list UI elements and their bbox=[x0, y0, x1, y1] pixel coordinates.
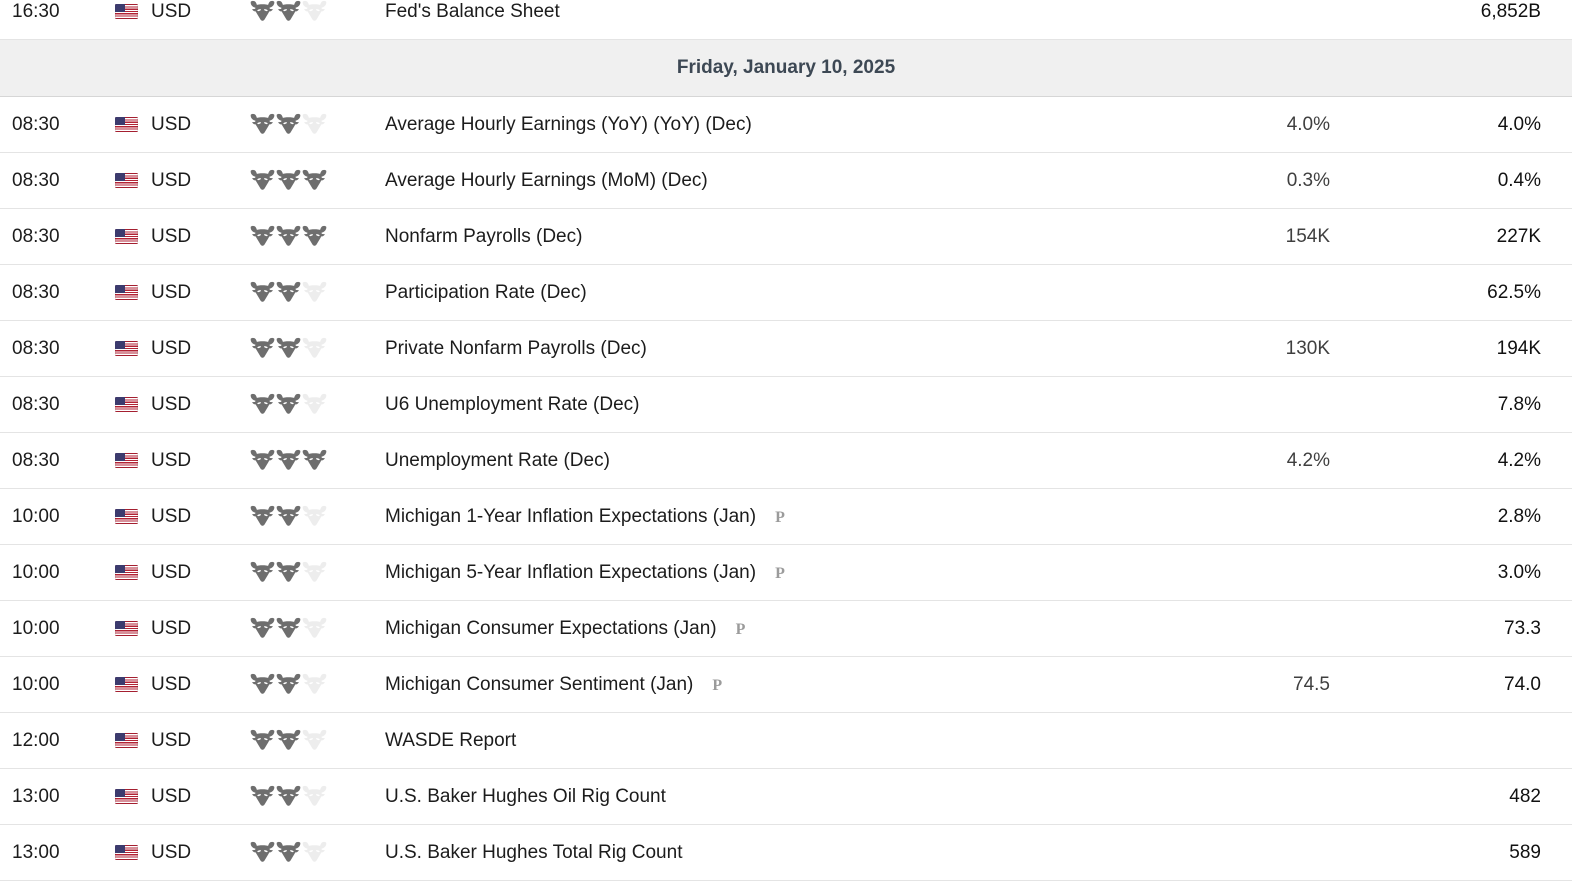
event-name-link[interactable]: Participation Rate (Dec) bbox=[385, 281, 587, 303]
bull-icon bbox=[302, 673, 327, 697]
currency-label: USD bbox=[151, 617, 192, 639]
bull-icon bbox=[250, 393, 275, 417]
event-row[interactable] bbox=[0, 265, 1572, 321]
event-name-link[interactable]: Michigan Consumer Expectations (Jan) bbox=[385, 617, 717, 639]
event-row[interactable] bbox=[0, 321, 1572, 377]
flag-canton bbox=[115, 621, 125, 629]
currency-cell bbox=[115, 338, 250, 360]
currency-label: USD bbox=[151, 785, 192, 807]
bull-icon bbox=[250, 281, 275, 305]
event-name-link[interactable]: Nonfarm Payrolls (Dec) bbox=[385, 225, 583, 247]
forecast-value: 74.5 bbox=[1293, 673, 1330, 695]
currency-label: USD bbox=[151, 337, 192, 359]
bull-icon bbox=[276, 393, 301, 417]
importance-indicator bbox=[250, 673, 385, 697]
event-name-link[interactable]: U.S. Baker Hughes Total Rig Count bbox=[385, 841, 683, 863]
us-flag-icon bbox=[115, 845, 138, 860]
preliminary-marker: P bbox=[775, 508, 785, 526]
importance-indicator bbox=[250, 505, 385, 529]
flag-canton bbox=[115, 565, 125, 573]
event-time: 10:00 bbox=[12, 561, 60, 583]
bull-icon bbox=[250, 505, 275, 529]
flag-canton bbox=[115, 677, 125, 685]
event-name-link[interactable]: Michigan 1-Year Inflation Expectations (Jan) bbox=[385, 505, 757, 527]
currency-cell bbox=[115, 506, 250, 528]
forecast-value: 4.0% bbox=[1286, 113, 1330, 135]
preliminary-marker: P bbox=[712, 676, 723, 694]
event-time: 08:30 bbox=[12, 449, 60, 471]
previous-value: 73.3 bbox=[1504, 617, 1541, 639]
importance-indicator bbox=[250, 841, 385, 865]
currency-cell bbox=[115, 450, 250, 472]
bull-icon bbox=[302, 505, 327, 529]
event-row[interactable] bbox=[0, 657, 1572, 713]
previous-value: 3.0% bbox=[1497, 561, 1541, 583]
event-cell bbox=[385, 1, 1130, 23]
event-row[interactable] bbox=[0, 0, 1572, 40]
importance-indicator bbox=[250, 617, 385, 641]
flag-canton bbox=[115, 509, 125, 517]
bull-icon bbox=[276, 561, 301, 585]
bull-icon bbox=[276, 169, 301, 193]
event-time: 10:00 bbox=[12, 505, 60, 527]
currency-label: USD bbox=[151, 169, 192, 191]
bull-icon bbox=[250, 337, 275, 361]
currency-label: USD bbox=[151, 673, 192, 695]
bull-icon bbox=[250, 0, 275, 24]
event-row[interactable] bbox=[0, 153, 1572, 209]
event-time: 10:00 bbox=[12, 673, 60, 695]
importance-indicator bbox=[250, 281, 385, 305]
importance-indicator bbox=[250, 449, 385, 473]
bull-icon bbox=[302, 337, 327, 361]
previous-value: 6,852B bbox=[1480, 0, 1541, 22]
us-flag-icon bbox=[115, 117, 138, 132]
currency-cell bbox=[115, 730, 250, 752]
bull-icon bbox=[250, 785, 275, 809]
event-time: 08:30 bbox=[12, 281, 60, 303]
event-cell bbox=[385, 786, 1130, 808]
bull-icon bbox=[276, 617, 301, 641]
flag-canton bbox=[115, 285, 125, 293]
currency-label: USD bbox=[151, 729, 192, 751]
event-time: 12:00 bbox=[12, 729, 60, 751]
bull-icon bbox=[302, 393, 327, 417]
flag-canton bbox=[115, 789, 125, 797]
bull-icon bbox=[302, 0, 327, 24]
bull-icon bbox=[302, 841, 327, 865]
importance-indicator bbox=[250, 225, 385, 249]
us-flag-icon bbox=[115, 733, 138, 748]
currency-cell bbox=[115, 170, 250, 192]
event-cell bbox=[385, 450, 1130, 472]
currency-cell bbox=[115, 114, 250, 136]
event-name-link[interactable]: Private Nonfarm Payrolls (Dec) bbox=[385, 337, 647, 359]
event-row[interactable] bbox=[0, 97, 1572, 153]
event-row[interactable] bbox=[0, 545, 1572, 601]
flag-canton bbox=[115, 117, 125, 125]
event-name-link[interactable]: Fed's Balance Sheet bbox=[385, 0, 560, 22]
us-flag-icon bbox=[115, 677, 138, 692]
bull-icon bbox=[276, 841, 301, 865]
event-cell bbox=[385, 282, 1130, 304]
event-cell bbox=[385, 674, 1130, 696]
importance-indicator bbox=[250, 0, 385, 24]
currency-cell bbox=[115, 282, 250, 304]
forecast-value: 154K bbox=[1285, 225, 1330, 247]
currency-label: USD bbox=[151, 841, 192, 863]
event-name-link[interactable]: WASDE Report bbox=[385, 729, 517, 751]
currency-label: USD bbox=[151, 393, 192, 415]
importance-indicator bbox=[250, 729, 385, 753]
event-name-link[interactable]: U.S. Baker Hughes Oil Rig Count bbox=[385, 785, 666, 807]
bull-icon bbox=[250, 225, 275, 249]
event-name-link[interactable]: Average Hourly Earnings (MoM) (Dec) bbox=[385, 169, 708, 191]
event-time: 13:00 bbox=[12, 785, 60, 807]
flag-canton bbox=[115, 229, 125, 237]
bull-icon bbox=[276, 729, 301, 753]
bull-icon bbox=[276, 449, 301, 473]
event-name-link[interactable]: Michigan Consumer Sentiment (Jan) bbox=[385, 673, 694, 695]
event-name-link[interactable]: Michigan 5-Year Inflation Expectations (Jan) bbox=[385, 561, 757, 583]
currency-cell bbox=[115, 674, 250, 696]
event-cell bbox=[385, 170, 1130, 192]
importance-indicator bbox=[250, 113, 385, 137]
event-cell bbox=[385, 394, 1130, 416]
event-cell bbox=[385, 618, 1130, 640]
bull-icon bbox=[250, 169, 275, 193]
us-flag-icon bbox=[115, 4, 138, 19]
preliminary-marker: P bbox=[735, 620, 746, 638]
bull-icon bbox=[302, 617, 327, 641]
previous-value: 482 bbox=[1509, 785, 1541, 807]
event-cell bbox=[385, 562, 1130, 584]
bull-icon bbox=[276, 225, 301, 249]
bull-icon bbox=[276, 281, 301, 305]
event-cell bbox=[385, 226, 1130, 248]
bull-icon bbox=[276, 337, 301, 361]
previous-value: 74.0 bbox=[1504, 673, 1541, 695]
currency-label: USD bbox=[151, 281, 192, 303]
bull-icon bbox=[250, 841, 275, 865]
previous-value: 4.2% bbox=[1497, 449, 1541, 471]
event-time: 08:30 bbox=[12, 225, 60, 247]
event-cell bbox=[385, 506, 1130, 528]
bull-icon bbox=[276, 0, 301, 24]
event-time: 10:00 bbox=[12, 617, 60, 639]
bull-icon bbox=[302, 729, 327, 753]
previous-value: 227K bbox=[1496, 225, 1541, 247]
bull-icon bbox=[276, 505, 301, 529]
currency-label: USD bbox=[151, 225, 192, 247]
event-time: 08:30 bbox=[12, 113, 60, 135]
currency-cell bbox=[115, 618, 250, 640]
previous-value: 7.8% bbox=[1497, 393, 1541, 415]
event-row[interactable] bbox=[0, 769, 1572, 825]
us-flag-icon bbox=[115, 789, 138, 804]
bull-icon bbox=[250, 673, 275, 697]
importance-indicator bbox=[250, 169, 385, 193]
bull-icon bbox=[250, 113, 275, 137]
bull-icon bbox=[250, 561, 275, 585]
bull-icon bbox=[302, 785, 327, 809]
event-row[interactable] bbox=[0, 489, 1572, 545]
flag-canton bbox=[115, 453, 125, 461]
us-flag-icon bbox=[115, 509, 138, 524]
bull-icon bbox=[302, 113, 327, 137]
event-row[interactable] bbox=[0, 377, 1572, 433]
bull-icon bbox=[302, 281, 327, 305]
currency-cell bbox=[115, 842, 250, 864]
bull-icon bbox=[276, 673, 301, 697]
previous-value: 62.5% bbox=[1487, 281, 1541, 303]
currency-label: USD bbox=[151, 0, 192, 22]
event-cell bbox=[385, 338, 1130, 360]
flag-canton bbox=[115, 733, 125, 741]
us-flag-icon bbox=[115, 285, 138, 300]
currency-label: USD bbox=[151, 561, 192, 583]
forecast-value: 130K bbox=[1285, 337, 1330, 359]
forecast-value: 0.3% bbox=[1286, 169, 1330, 191]
bull-icon bbox=[302, 225, 327, 249]
importance-indicator bbox=[250, 561, 385, 585]
flag-canton bbox=[115, 341, 125, 349]
bull-icon bbox=[276, 113, 301, 137]
currency-label: USD bbox=[151, 113, 192, 135]
us-flag-icon bbox=[115, 397, 138, 412]
event-time: 08:30 bbox=[12, 337, 60, 359]
us-flag-icon bbox=[115, 453, 138, 468]
previous-value: 194K bbox=[1496, 337, 1541, 359]
bull-icon bbox=[302, 449, 327, 473]
importance-indicator bbox=[250, 785, 385, 809]
event-cell bbox=[385, 842, 1130, 864]
bull-icon bbox=[302, 169, 327, 193]
event-cell bbox=[385, 730, 1130, 752]
event-time: 08:30 bbox=[12, 393, 60, 415]
importance-indicator bbox=[250, 393, 385, 417]
us-flag-icon bbox=[115, 173, 138, 188]
us-flag-icon bbox=[115, 229, 138, 244]
flag-canton bbox=[115, 845, 125, 853]
currency-label: USD bbox=[151, 449, 192, 471]
event-name-link[interactable]: Average Hourly Earnings (YoY) (YoY) (Dec) bbox=[385, 113, 752, 135]
event-name-link[interactable]: U6 Unemployment Rate (Dec) bbox=[385, 393, 640, 415]
event-row[interactable] bbox=[0, 713, 1572, 769]
date-separator-label: Friday, January 10, 2025 bbox=[676, 57, 896, 78]
preliminary-marker: P bbox=[775, 564, 785, 582]
bull-icon bbox=[250, 617, 275, 641]
bull-icon bbox=[250, 729, 275, 753]
currency-cell bbox=[115, 394, 250, 416]
event-row[interactable] bbox=[0, 825, 1572, 881]
bull-icon bbox=[250, 449, 275, 473]
currency-cell bbox=[115, 226, 250, 248]
previous-value: 4.0% bbox=[1497, 113, 1541, 135]
currency-cell bbox=[115, 786, 250, 808]
bull-icon bbox=[302, 561, 327, 585]
us-flag-icon bbox=[115, 341, 138, 356]
importance-indicator bbox=[250, 337, 385, 361]
previous-value: 589 bbox=[1509, 841, 1541, 863]
flag-canton bbox=[115, 397, 125, 405]
currency-cell bbox=[115, 562, 250, 584]
currency-label: USD bbox=[151, 505, 192, 527]
event-cell bbox=[385, 114, 1130, 136]
forecast-value: 4.2% bbox=[1286, 449, 1330, 471]
event-time: 13:00 bbox=[12, 841, 60, 863]
us-flag-icon bbox=[115, 565, 138, 580]
event-row[interactable] bbox=[0, 433, 1572, 489]
event-time: 08:30 bbox=[12, 169, 60, 191]
event-time: 16:30 bbox=[12, 0, 60, 22]
event-name-link[interactable]: Unemployment Rate (Dec) bbox=[385, 449, 610, 471]
previous-value: 0.4% bbox=[1497, 169, 1541, 191]
currency-cell bbox=[115, 1, 250, 23]
us-flag-icon bbox=[115, 621, 138, 636]
event-row[interactable] bbox=[0, 601, 1572, 657]
previous-value: 2.8% bbox=[1497, 505, 1541, 527]
flag-canton bbox=[115, 4, 125, 12]
flag-canton bbox=[115, 173, 125, 181]
bull-icon bbox=[276, 785, 301, 809]
event-row[interactable] bbox=[0, 209, 1572, 265]
date-separator-row bbox=[0, 40, 1572, 97]
